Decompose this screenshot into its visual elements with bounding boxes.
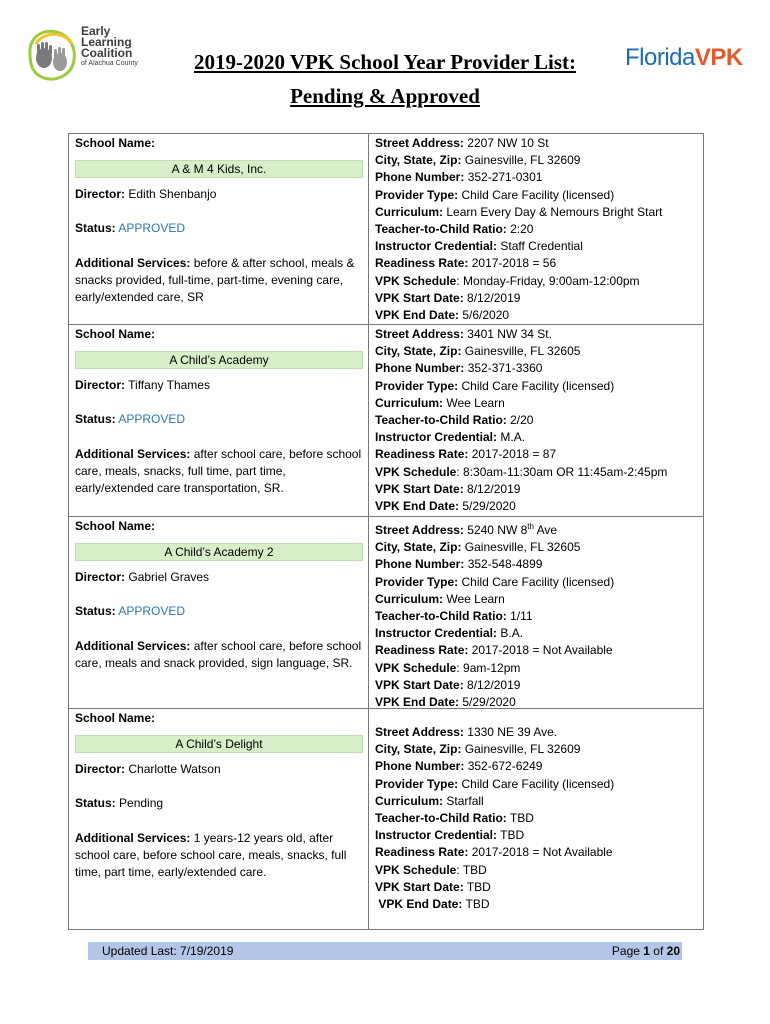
page-footer	[88, 942, 682, 960]
provider-info-left	[75, 326, 363, 497]
provider-info-right: Street Address: 3401 NW 34 St. City, State, Zip: Gainesville, FL 32605 Phone Number: 352-371-3360 Provider Type: Child Care Facility (licensed) Curriculum: Wee Learn Teacher-to-Child Ratio: 2/20 Instructor Credential: M.A. Readiness Rate: 2017-2018 = 87 VPK Schedule: 8:30am-11:30am OR 11:45am-2:45pm VPK Start Date: 8/12/2019 VPK End Date: 5/29/2020	[375, 327, 668, 514]
city-label: City, State, Zip:	[375, 742, 462, 757]
readiness-label: Readiness Rate:	[375, 643, 469, 658]
provider-info-left	[75, 710, 363, 881]
page-number	[612, 942, 680, 960]
school-name: A Child’s Academy	[75, 351, 363, 369]
start-date-label: VPK Start Date:	[375, 677, 464, 692]
provider-table	[68, 133, 704, 930]
director-label: Director:	[75, 762, 126, 777]
status-badge: APPROVED	[118, 604, 186, 619]
director-value: Charlotte Watson	[128, 762, 221, 777]
status-label: Status:	[75, 412, 116, 427]
florida-vpk-logo	[625, 44, 743, 72]
readiness-value: 2017-2018 = 87	[471, 447, 557, 462]
curriculum-label: Curriculum:	[375, 793, 444, 808]
director-value: Tiffany Thames	[128, 378, 210, 393]
page-of: of	[649, 944, 667, 958]
start-date-label: VPK Start Date:	[375, 290, 464, 305]
school-name: A Child’s Academy 2	[75, 543, 363, 561]
credential-value: TBD	[500, 828, 525, 843]
status-badge: APPROVED	[118, 412, 186, 427]
logo-word: Early	[81, 24, 111, 38]
credential-label: Instructor Credential:	[375, 828, 498, 843]
ratio-label: Teacher-to-Child Ratio:	[375, 222, 507, 237]
start-date-label: VPK Start Date:	[375, 481, 464, 496]
ratio-value: 1/11	[510, 609, 533, 624]
phone-label: Phone Number:	[375, 170, 465, 185]
ratio-label: Teacher-to-Child Ratio:	[375, 811, 507, 826]
school-name-label: School Name:	[75, 327, 156, 341]
provider-type-value: Child Care Facility (licensed)	[461, 187, 615, 202]
school-name: A & M 4 Kids, Inc.	[75, 160, 363, 178]
curriculum-value: Starfall	[446, 793, 484, 808]
provider-type-label: Provider Type:	[375, 378, 459, 393]
city-label: City, State, Zip:	[375, 540, 462, 555]
end-date-value: TBD	[465, 897, 490, 912]
schedule-value: Monday-Friday, 9:00am-12:00pm	[463, 273, 640, 288]
director-value: Gabriel Graves	[128, 570, 210, 585]
curriculum-label: Curriculum:	[375, 395, 444, 410]
provider-info-right: Street Address: 1330 NE 39 Ave. City, State, Zip: Gainesville, FL 32609 Phone Number: 352-672-6249 Provider Type: Child Care Facility (licensed) Curriculum: Starfall Teacher-to-Child Ratio: TBD Instructor Credential: TBD Readiness Rate: 2017-2018 = Not Available VPK Schedule: TBD VPK Start Date: TBD VPK End Date: TBD	[375, 725, 615, 912]
page-prefix: Page	[611, 944, 644, 958]
end-date-value: 5/6/2020	[462, 308, 510, 323]
city-value: Gainesville, FL 32605	[464, 540, 581, 555]
curriculum-label: Curriculum:	[375, 591, 444, 606]
credential-label: Instructor Credential:	[375, 239, 498, 254]
ratio-value: 2/20	[510, 413, 534, 428]
end-date-label: VPK End Date:	[375, 695, 460, 710]
readiness-label: Readiness Rate:	[375, 447, 469, 462]
end-date-value: 5/29/2020	[462, 499, 516, 514]
city-label: City, State, Zip:	[375, 344, 462, 359]
page-header	[0, 0, 770, 125]
readiness-label: Readiness Rate:	[375, 845, 469, 860]
director-label: Director:	[75, 378, 126, 393]
street-superscript: th	[527, 522, 534, 531]
schedule-label: VPK Schedule	[375, 273, 457, 288]
city-value: Gainesville, FL 32609	[464, 742, 581, 757]
curriculum-value: Wee Learn	[446, 395, 505, 410]
readiness-value: 2017-2018 = 56	[471, 256, 557, 271]
schedule-value: 9am-12pm	[463, 660, 521, 675]
status-line	[75, 220, 363, 237]
schedule-label: VPK Schedule	[375, 464, 457, 479]
logo-word: Coalition	[81, 46, 133, 60]
credential-value: M.A.	[500, 430, 526, 445]
ratio-value: 2:20	[510, 222, 534, 237]
end-date-label: VPK End Date:	[375, 308, 460, 323]
schedule-value: TBD	[462, 862, 487, 877]
street-value: 1330 NE 39 Ave.	[467, 725, 558, 739]
provider-info-right: Street Address: 5240 NW 8th Ave City, State, Zip: Gainesville, FL 32605 Phone Number: 352-548-4899 Provider Type: Child Care Facility (licensed) Curriculum: Wee Learn Teacher-to-Child Ratio: 1/11 Instructor Credential: B.A. Readiness Rate: 2017-2018 = Not Available VPK Schedule: 9am-12pm VPK Start Date: 8/12/2019 VPK End Date: 5/29/2020	[375, 522, 615, 710]
end-date-value: 5/29/2020	[462, 695, 516, 710]
provider-type-value: Child Care Facility (licensed)	[461, 776, 615, 791]
provider-type-label: Provider Type:	[375, 574, 459, 589]
readiness-value: 2017-2018 = Not Available	[471, 845, 613, 860]
schedule-value: 8:30am-11:30am OR 11:45am-2:45pm	[463, 464, 668, 479]
phone-value: 352-371-3360	[467, 361, 543, 376]
director-line	[75, 186, 363, 203]
school-name: A Child’s Delight	[75, 735, 363, 753]
start-date-value: 8/12/2019	[467, 290, 521, 305]
end-date-label: VPK End Date:	[378, 897, 463, 912]
phone-label: Phone Number:	[375, 361, 465, 376]
provider-type-label: Provider Type:	[375, 776, 459, 791]
street-label: Street Address:	[375, 327, 464, 341]
phone-value: 352-548-4899	[467, 557, 543, 572]
services-value: 1 years-12 years old, after school care, before school care, meals, snacks, full time, part time, early/extended care.	[75, 830, 347, 880]
services-label: Additional Services:	[75, 830, 191, 845]
provider-info-left	[75, 518, 363, 672]
phone-value: 352-672-6249	[467, 759, 543, 774]
street-label: Street Address:	[375, 136, 464, 150]
street-value-suffix: Ave	[533, 523, 558, 537]
page-title: 2019-2020 VPK School Year Provider List:	[193, 50, 577, 74]
provider-info-left	[75, 135, 363, 306]
street-value: 2207 NW 10 St	[467, 136, 549, 150]
services-value: after school care, before school care, meals, snacks, full time, part time, early/extended care transportation, SR.	[75, 446, 362, 496]
page-subtitle: Pending & Approved	[290, 84, 480, 108]
schedule-label: VPK Schedule	[375, 660, 457, 675]
logo-word: Learning	[81, 35, 132, 49]
city-value: Gainesville, FL 32605	[464, 344, 581, 359]
provider-type-label: Provider Type:	[375, 187, 459, 202]
phone-label: Phone Number:	[375, 759, 465, 774]
readiness-value: 2017-2018 = Not Available	[471, 643, 613, 658]
director-label: Director:	[75, 187, 126, 202]
services-label: Additional Services:	[75, 446, 191, 461]
services-label: Additional Services:	[75, 255, 191, 270]
vpk-logo-text: VPK	[694, 44, 743, 71]
start-date-value: TBD	[466, 879, 491, 894]
schedule-label: VPK Schedule	[375, 862, 457, 877]
school-name-label: School Name:	[75, 136, 156, 150]
curriculum-label: Curriculum:	[375, 204, 444, 219]
street-value: 5240 NW 8	[467, 523, 528, 537]
city-value: Gainesville, FL 32609	[464, 153, 581, 168]
street-label: Street Address:	[375, 725, 464, 739]
start-date-label: VPK Start Date:	[375, 879, 464, 894]
provider-type-value: Child Care Facility (licensed)	[461, 574, 615, 589]
director-value: Edith Shenbanjo	[128, 187, 217, 202]
services-value: after school care, before school care, meals and snack provided, sign language, SR.	[75, 638, 362, 670]
start-date-value: 8/12/2019	[467, 481, 521, 496]
school-name-label: School Name:	[75, 711, 156, 725]
street-label: Street Address:	[375, 523, 464, 537]
services-line	[75, 255, 363, 307]
city-label: City, State, Zip:	[375, 153, 462, 168]
curriculum-value: Learn Every Day & Nemours Bright Start	[446, 204, 663, 219]
column-divider	[368, 134, 369, 929]
director-label: Director:	[75, 570, 126, 585]
credential-label: Instructor Credential:	[375, 430, 498, 445]
status-label: Status:	[75, 221, 116, 236]
status-badge: APPROVED	[118, 221, 186, 236]
services-label: Additional Services:	[75, 638, 191, 653]
readiness-label: Readiness Rate:	[375, 256, 469, 271]
credential-value: B.A.	[500, 626, 524, 641]
curriculum-value: Wee Learn	[446, 591, 505, 606]
row-divider	[69, 516, 703, 517]
ratio-label: Teacher-to-Child Ratio:	[375, 609, 507, 624]
credential-value: Staff Credential	[500, 239, 583, 254]
last-updated: Updated Last: 7/19/2019	[102, 944, 234, 958]
status-label: Status:	[75, 604, 116, 619]
logo-subtext: of Alachua County	[81, 60, 138, 67]
ratio-value: TBD	[509, 811, 534, 826]
phone-value: 352-271-0301	[467, 170, 543, 185]
ratio-label: Teacher-to-Child Ratio:	[375, 413, 507, 428]
credential-label: Instructor Credential:	[375, 626, 498, 641]
provider-type-value: Child Care Facility (licensed)	[461, 378, 615, 393]
status-label: Status:	[75, 796, 116, 811]
end-date-label: VPK End Date:	[375, 499, 460, 514]
services-value: before & after school, meals & snacks provided, full-time, part-time, evening care, early/extended care, SR	[75, 255, 355, 305]
street-value: 3401 NW 34 St.	[467, 327, 552, 341]
page-current: 1	[643, 944, 650, 958]
page-total: 20	[666, 944, 680, 958]
start-date-value: 8/12/2019	[467, 677, 521, 692]
status-badge: Pending	[119, 796, 164, 811]
florida-logo-text: Florida	[625, 44, 695, 71]
phone-label: Phone Number:	[375, 557, 465, 572]
provider-info-right: Street Address: 2207 NW 10 St City, State, Zip: Gainesville, FL 32609 Phone Number: 352-271-0301 Provider Type: Child Care Facility (licensed) Curriculum: Learn Every Day & Nemours Bright Start Teacher-to-Child Ratio: 2:20 Instructor Credential: Staff Credential Readiness Rate: 2017-2018 = 56 VPK Schedule: Monday-Friday, 9:00am-12:00pm VPK Start Date: 8/12/2019 VPK End Date: 5/6/2020	[375, 136, 663, 323]
school-name-label: School Name:	[75, 519, 156, 533]
